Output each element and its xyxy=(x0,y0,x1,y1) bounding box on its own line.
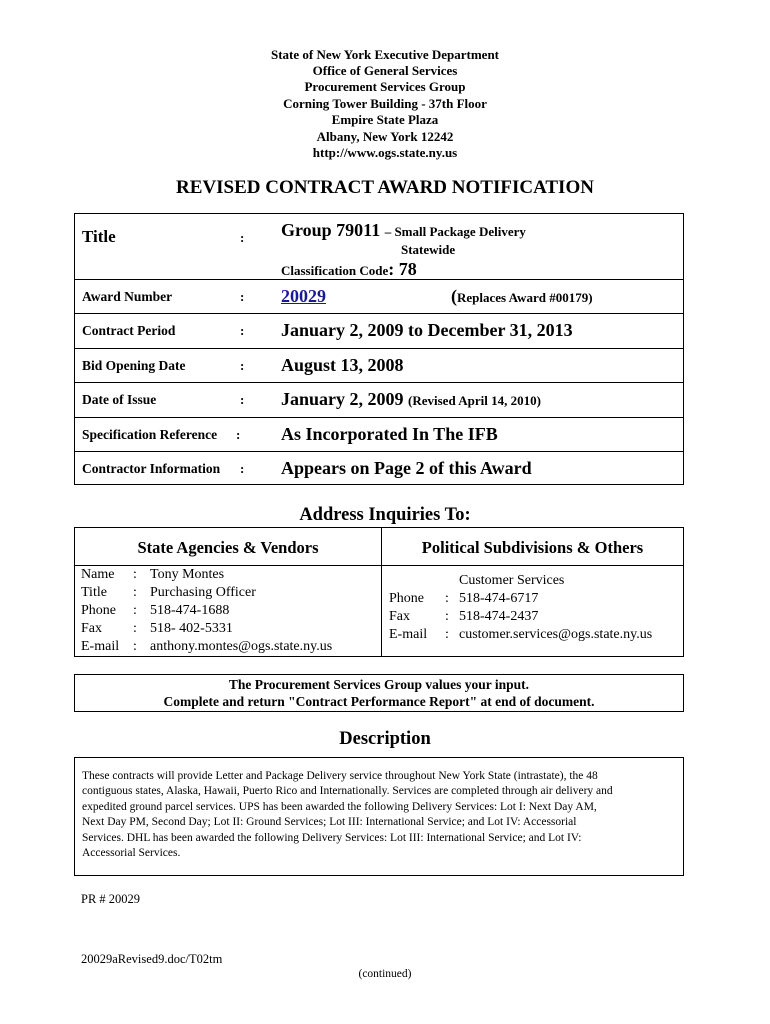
continued-note: (continued) xyxy=(358,968,412,980)
description-line: contiguous states, Alaska, Hawaii, Puerto Rico and Internationally. Services are completed through air delivery and xyxy=(82,785,613,798)
description-line: expedited ground parcel services. UPS has been awarded the following Delivery Services: Lot I: Next Day AM, xyxy=(82,800,597,813)
contact-label: E-mail xyxy=(81,639,120,654)
group-number: Group 79011 xyxy=(281,220,381,240)
contact-label: E-mail xyxy=(389,627,428,642)
colon: : xyxy=(240,323,245,338)
contact-name: Tony Montes xyxy=(150,567,225,582)
replaces-award-text: Replaces Award #00179) xyxy=(457,290,593,305)
contract-period-value: January 2, 2009 to December 31, 2013 xyxy=(281,320,573,340)
customer-phone: 518-474-6717 xyxy=(459,591,539,606)
contact-row xyxy=(389,608,539,626)
date-revised: (Revised April 14, 2010) xyxy=(408,393,541,408)
replaces-paren: ( xyxy=(451,286,457,306)
contact-label: Fax xyxy=(81,621,102,636)
spec-label: Specification Reference xyxy=(82,427,218,442)
group-title xyxy=(281,220,526,241)
date-issue-label: Date of Issue xyxy=(82,392,157,407)
contact-label: Phone xyxy=(81,603,116,618)
customer-services-name: Customer Services xyxy=(459,573,565,588)
colon: : xyxy=(240,289,245,304)
description-line: Accessorial Services. xyxy=(82,847,181,860)
award-number-link[interactable]: 20029 xyxy=(281,286,326,306)
description-box xyxy=(74,757,684,876)
feedback-box xyxy=(74,674,684,712)
spec-value: As Incorporated In The IFB xyxy=(281,424,498,444)
classification-colon: : xyxy=(388,259,395,279)
award-number-label: Award Number xyxy=(82,289,173,304)
contact-label: Phone xyxy=(389,591,424,606)
replaces-award xyxy=(451,286,593,307)
header-url: http://www.ogs.state.ny.us xyxy=(312,145,458,160)
contact-colon: : xyxy=(133,639,137,654)
header-line: Procurement Services Group xyxy=(304,79,466,94)
description-heading: Description xyxy=(339,729,431,749)
contact-colon: : xyxy=(133,603,137,618)
award-number-row xyxy=(75,280,683,314)
customer-email-link[interactable]: customer.services@ogs.state.ny.us xyxy=(459,627,653,642)
description-line: These contracts will provide Letter and Package Delivery service throughout New York State (intrastate), the 48 xyxy=(82,770,598,782)
contractor-label: Contractor Information xyxy=(82,461,221,476)
statewide: Statewide xyxy=(401,242,456,257)
bid-opening-label: Bid Opening Date xyxy=(82,358,186,373)
colon: : xyxy=(240,358,245,373)
contractor-row xyxy=(75,452,683,483)
award-info-table xyxy=(74,213,684,485)
document-title: REVISED CONTRACT AWARD NOTIFICATION xyxy=(176,177,594,198)
contact-colon: : xyxy=(445,609,449,624)
contract-period-label: Contract Period xyxy=(82,323,176,338)
customer-services-contact xyxy=(389,572,653,644)
state-contact xyxy=(81,566,333,656)
colon: : xyxy=(236,427,241,442)
political-subdivisions-header: Political Subdivisions & Others xyxy=(421,538,644,557)
colon: : xyxy=(240,392,245,407)
contact-phone: 518-474-1688 xyxy=(150,603,230,618)
inquiries-heading: Address Inquiries To: xyxy=(299,505,471,525)
contact-row xyxy=(81,566,225,584)
contact-row xyxy=(81,638,333,656)
header-line: Office of General Services xyxy=(312,63,458,78)
title-row xyxy=(75,214,683,280)
header-line: State of New York Executive Department xyxy=(270,47,500,62)
header-line: Empire State Plaza xyxy=(331,112,439,127)
contact-colon: : xyxy=(133,567,137,582)
state-agencies-header: State Agencies & Vendors xyxy=(137,538,319,557)
pr-number: PR # 20029 xyxy=(81,892,141,906)
title-label: Title xyxy=(82,227,116,246)
contact-row xyxy=(81,620,233,638)
description-line: Next Day PM, Second Day; Lot II: Ground Services; Lot III: International Service; and Lot IV: Accessorial xyxy=(82,816,577,829)
contact-colon: : xyxy=(133,621,137,636)
spec-row xyxy=(75,418,683,452)
contact-row xyxy=(389,626,653,644)
contact-label: Fax xyxy=(389,609,410,624)
contact-fax: 518- 402-5331 xyxy=(150,621,233,636)
contact-row xyxy=(389,572,565,590)
classification-code: 78 xyxy=(398,259,417,279)
contact-colon: : xyxy=(445,627,449,642)
contact-colon: : xyxy=(133,585,137,600)
customer-fax: 518-474-2437 xyxy=(459,609,539,624)
file-name: 20029aRevised9.doc/T02tm xyxy=(81,952,223,966)
contact-row xyxy=(389,590,539,608)
bid-opening-row xyxy=(75,349,683,383)
contact-email-link[interactable]: anthony.montes@ogs.state.ny.us xyxy=(150,639,333,654)
bid-opening-value: August 13, 2008 xyxy=(281,355,404,375)
contact-row xyxy=(81,602,230,620)
classification xyxy=(281,259,417,280)
description-text xyxy=(75,758,683,861)
contact-row xyxy=(81,584,256,602)
contact-label: Title xyxy=(81,585,107,600)
colon: : xyxy=(240,230,245,245)
contractor-value: Appears on Page 2 of this Award xyxy=(281,458,532,478)
feedback-line: The Procurement Services Group values your input. xyxy=(228,677,530,692)
contract-period-row xyxy=(75,314,683,349)
classification-label: Classification Code xyxy=(281,263,389,278)
description-line: Services. DHL has been awarded the following Delivery Services: Lot III: International Service; and Lot IV: xyxy=(82,831,582,844)
contact-label: Name xyxy=(81,567,115,582)
contact-title: Purchasing Officer xyxy=(150,585,256,600)
inquiries-table xyxy=(74,527,684,657)
header-line: Corning Tower Building - 37th Floor xyxy=(283,96,487,111)
group-subtitle: – Small Package Delivery xyxy=(384,224,526,239)
header-line: Albany, New York 12242 xyxy=(316,129,454,144)
colon: : xyxy=(240,461,245,476)
feedback-line: Complete and return "Contract Performance Report" at end of document. xyxy=(163,694,595,709)
date-issue-row xyxy=(75,383,683,418)
contact-colon: : xyxy=(445,591,449,606)
date-issue: January 2, 2009 xyxy=(281,389,404,409)
date-issue-value xyxy=(281,389,541,410)
